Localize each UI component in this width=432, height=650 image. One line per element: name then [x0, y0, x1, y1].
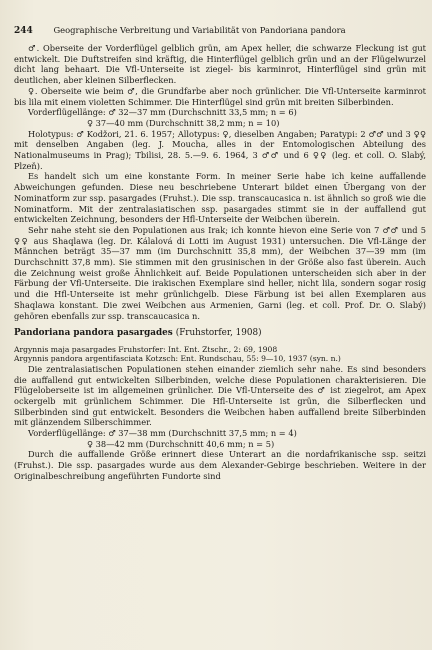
- page-body: [14, 43, 426, 482]
- citation-line: Argynnis maja pasargades Fruhstorfer: Int. Ent. Ztschr., 2: 69, 1908: [14, 344, 278, 354]
- paragraph-central-asian: Die zentralasiatischen Populationen stehen einander ziemlich sehr nahe. Es sind besonders die auffallend gut entwickelten Silberbinden, welche diese Populationen charakterisieren. Die Flügeloberseite ist im allgemeinen grünlicher. Die Vfl-Unterseite des ♂ ist ziegelrot, am Apex ockergelb mit grünlichem Schimmer. Die Hfl-Unterseite ist grün, die Silberflecken und Silberbinden sind gut entwickelt. Besonders die Weibchen haben auffallend breite Silberbinden mit glänzendem Silberschimmer.: [14, 363, 426, 428]
- paragraph-discussion: Es handelt sich um eine konstante Form. In meiner Serie habe ich keine auffallende Abweichungen gefunden. Diese neu beschriebene Unterart bildet einen Übergang von der Nominatform zur ssp. pasargades (Fruhst.). Die ssp. transcaucasica n. ist ähnlich so groß wie die Nominatform. Mit der zentralasiatischen ssp. pasargades stimmt sie in der auffallend gut entwickelten Zeichnung, besonders der Hfl-Unterseite der Weibchen überein.: [14, 171, 426, 225]
- section-heading-taxon: Pandoriana pandora pasargades: [14, 328, 173, 339]
- forewing-length-female: ♀ 38—42 mm (Durchschnitt 40,6 mm; n = 5): [87, 438, 275, 449]
- forewing-length-female: ♀ 37—40 mm (Durchschnitt 38,2 mm; n = 10): [87, 117, 280, 128]
- paragraph-iraq-populations: Sehr nahe steht sie den Populationen aus Irak; ich konnte hievon eine Serie von 7 ♂♂ und 5 ♀♀ aus Shaqlawa (leg. Dr. Kálalová di Lotti im August 1931) untersuchen. Die Vfl-Länge der Männchen beträgt 35—37 mm (im Durchschnitt 35,8 mm), der Weibchen 37—39 mm (im Durchschnitt 37,8 mm). Sie stimmen mit den grusinischen in der Größe also fast überein. Auch die Zeichnung weist große Ähnlichkeit auf. Beide Populationen unterscheiden sich aber in der Färbung der Vfl-Unterseite. Die irakischen Exemplare sind heller, nicht lila, sondern sogar rosig und die Hfl-Unterseite ist mehr grünlichgelb. Diese Färbung ist bei allen Exemplaren aus Shaqlawa konstant. Die zwei Weibchen aus Armenien, Garni (leg. et coll. Prof. Dr. O. Slabý) gehören ebenfalls zur ssp. transcaucasica n.: [14, 224, 426, 321]
- running-header: [14, 25, 424, 36]
- paragraph-type-material: Holotypus: ♂ Kodžori, 21. 6. 1957; Allotypus: ♀, dieselben Angaben; Paratypi: 2 ♂♂ und 3 ♀♀ mit denselben Angaben (leg. J. Moucha, alles in der Entomologischen Abteilung des Nationalmuseums in Prag); Tbilisi, 28. 5.—9. 6. 1964, 3 ♂♂ und 6 ♀♀ (leg. et coll. O. Slabý, Plzeň).: [14, 128, 426, 171]
- paragraph-female-description: ♀. Oberseite wie beim ♂, die Grundfarbe aber noch grünlicher. Die Vfl-Unterseite karminrot bis lila mit einem violetten Schimmer. Die Hinterflügel sind grün mit breiten Silberbinden.: [14, 85, 426, 107]
- forewing-length-male: Vorderflügellänge: ♂ 32—37 mm (Durchschnitt 33,5 mm; n = 6): [28, 107, 297, 118]
- paragraph-male-description: ♂. Oberseite der Vorderflügel gelblich grün, am Apex heller, die schwarze Fleckung ist gut entwickelt. Die Duftstreifen sind kräftig, die Hinterflügel gelblich grün und an der Flügelwurzel dicht lang behaart. Die Vfl-Unterseite ist ziegel- bis karminrot, Hinterflügel sind grün mit deutlichen, aber kleinen Silberflecken.: [14, 43, 426, 86]
- running-title: Geographische Verbreitung und Variabilität von Pandoriana pandora: [53, 25, 346, 35]
- section-heading: [14, 328, 426, 339]
- citation-line: Argynnis pandora argentifasciata Kotzsch: Ent. Rundschau, 55: 9—10, 1937 (syn. n.): [14, 354, 341, 364]
- page-number: 244: [14, 26, 33, 36]
- section-heading-author: (Fruhstorfer, 1908): [175, 328, 262, 339]
- forewing-length-male: Vorderflügellänge: ♂ 37—38 mm (Durchschnitt 37,5 mm; n = 4): [28, 428, 297, 439]
- paragraph-size-comparison: Durch die auffallende Größe erinnert diese Unterart an die nordafrikanische ssp. seitzi (Fruhst.). Die ssp. pasargades wurde aus dem Alexander-Gebirge beschrieben. Weitere in der Originalbeschreibung angeführten Fundorte sind: [14, 449, 426, 481]
